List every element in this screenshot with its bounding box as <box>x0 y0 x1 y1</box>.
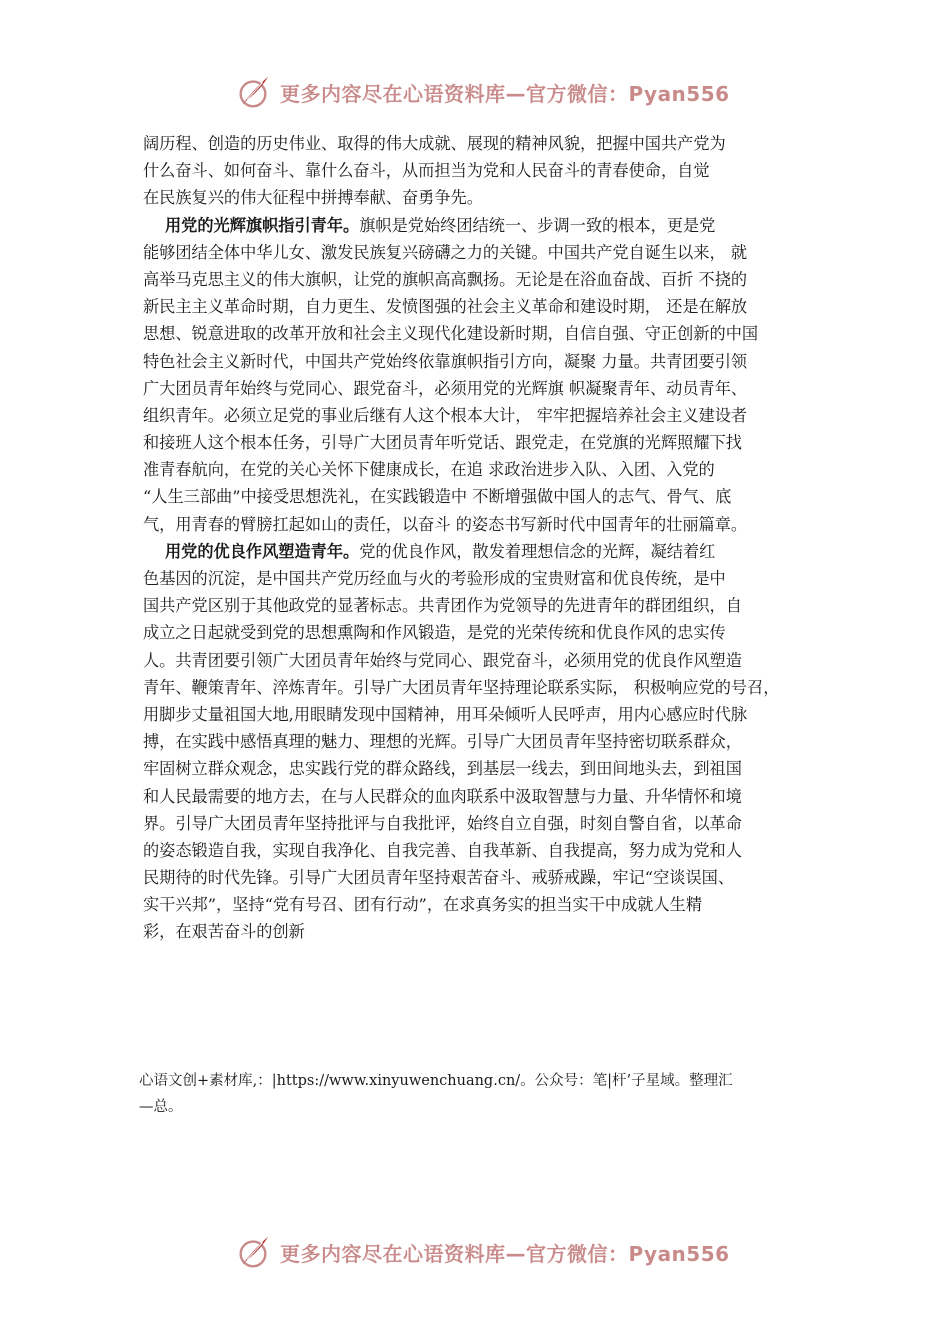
text-line: 色基因的沉淀，是中国共产党历经血与火的考验形成的宝贵财富和优良传统，是中 <box>143 569 726 588</box>
text-line: 组织青年。必须立足党的事业后继有人这个根本大计， 牢牢把握培养社会主义建设者 <box>143 405 748 425</box>
text-line: 牢固树立群众观念，忠实践行党的群众路线，到基层一线去，到田间地头去，到祖国 <box>143 759 742 779</box>
paragraph-heading: 用党的光辉旗帜指引青年。 <box>165 215 360 235</box>
source-footer <box>139 1068 839 1120</box>
text-line: 和接班人这个根本任务，引导广大团员青年听党话、跟党走，在党旗的光辉照耀下找 <box>143 433 742 453</box>
banner-text: 更多内容尽在心语资料库—官方微信：Pyan556 <box>280 1241 730 1266</box>
text-line: 在民族复兴的伟大征程中拼搏奉献、奋勇争先。 <box>143 188 483 208</box>
text-line: 能够团结全体中华儿女、激发民族复兴磅礴之力的关键。中国共产党自诞生以来， 就 <box>143 242 748 262</box>
text-line: 实干兴邦”，坚持“党有号召、团有行动”，在求真务实的担当实干中成就人生精 <box>143 895 703 915</box>
text-line: 人。共青团要引领广大团员青年始终与党同心、跟党奋斗，必须用党的优良作风塑造 <box>143 650 742 670</box>
quill-logo-icon <box>234 1233 272 1271</box>
text-line: 民期待的时代先锋。引导广大团员青年坚持艰苦奋斗、戒骄戒躁，牢记“空谈误国、 <box>143 868 735 888</box>
text-line: 广大团员青年始终与党同心、跟党奋斗，必须用党的光辉旗 帜凝聚青年、动员青年、 <box>143 378 748 398</box>
footer-banner <box>234 1232 734 1272</box>
paragraph-heading: 用党的优良作风塑造青年。 <box>165 541 360 561</box>
text-line: 搏，在实践中感悟真理的魅力、理想的光辉。引导广大团员青年坚持密切联系群众， <box>143 732 742 752</box>
article-body <box>143 130 818 946</box>
text-line: 成立之日起就受到党的思想熏陶和作风锻造，是党的光荣传统和优良作风的忠实传 <box>143 623 726 643</box>
paragraph-3 <box>143 538 818 946</box>
text-line: 特色社会主义新时代，中国共产党始终依靠旗帜指引方向，凝聚 力量。共青团要引领 <box>143 351 748 371</box>
text-line: “人生三部曲”中接受思想洗礼，在实践锻造中 不断增强做中国人的志气、骨气、底 <box>143 487 732 507</box>
text-line: 阔历程、创造的历史伟业、取得的伟大成就、展现的精神风貌，把握中国共产党为 <box>143 134 726 153</box>
text-line: 准青春航向，在党的关心关怀下健康成长，在追 求政治进步入队、入团、入党的 <box>143 460 715 480</box>
text-line: 用脚步丈量祖国大地,用眼睛发现中国精神，用耳朵倾听人民呼声，用内心感应时代脉 <box>143 704 748 724</box>
footer-line: 心语文创+素材库,：|https://www.xinyuwenchuang.cn/。公众号：笔|杆’子星域。整理汇 <box>139 1073 733 1089</box>
text-line: 彩，在艰苦奋斗的创新 <box>143 922 305 942</box>
quill-logo-icon <box>234 73 272 111</box>
text-line: 什么奋斗、如何奋斗、靠什么奋斗，从而担当为党和人民奋斗的青春使命，自觉 <box>143 161 710 181</box>
text-line: 新民主主义革命时期，自力更生、发愤图强的社会主义革命和建设时期， 还是在解放 <box>143 297 748 317</box>
text-span: 旗帜是党始终团结统一、步调一致的根本，更是党 <box>359 215 716 235</box>
text-line: 和人民最需要的地方去，在与人民群众的血肉联系中汲取智慧与力量、升华情怀和境 <box>143 786 742 806</box>
text-line: 界。引导广大团员青年坚持批评与自我批评，始终自立自强，时刻自警自省，以革命 <box>143 813 742 833</box>
text-line: 青年、鞭策青年、淬炼青年。引导广大团员青年坚持理论联系实际， 积极响应党的号召， <box>143 677 780 697</box>
text-line: 思想、锐意进取的改革开放和社会主义现代化建设新时期，自信自强、守正创新的中国 <box>143 324 759 344</box>
footer-line: —总。 <box>139 1099 183 1115</box>
text-line: 国共产党区别于其他政党的显著标志。共青团作为党领导的先进青年的群团组织，自 <box>143 596 742 616</box>
paragraph-1 <box>143 130 818 212</box>
text-span: 党的优良作风，散发着理想信念的光辉，凝结着红 <box>359 541 716 561</box>
banner-text: 更多内容尽在心语资料库—官方微信：Pyan556 <box>280 81 730 106</box>
text-line: 气，用青春的臂膀扛起如山的责任，以奋斗 的姿态书写新时代中国青年的壮丽篇章。 <box>143 514 748 534</box>
header-banner <box>234 72 734 112</box>
paragraph-2 <box>143 212 818 538</box>
text-line: 高举马克思主义的伟大旗帜，让党的旗帜高高飘扬。无论是在浴血奋战、百折 不挠的 <box>143 269 748 289</box>
text-line <box>143 212 818 239</box>
text-line: 的姿态锻造自我，实现自我净化、自我完善、自我革新、自我提高，努力成为党和人 <box>143 840 742 860</box>
text-line <box>143 538 818 565</box>
